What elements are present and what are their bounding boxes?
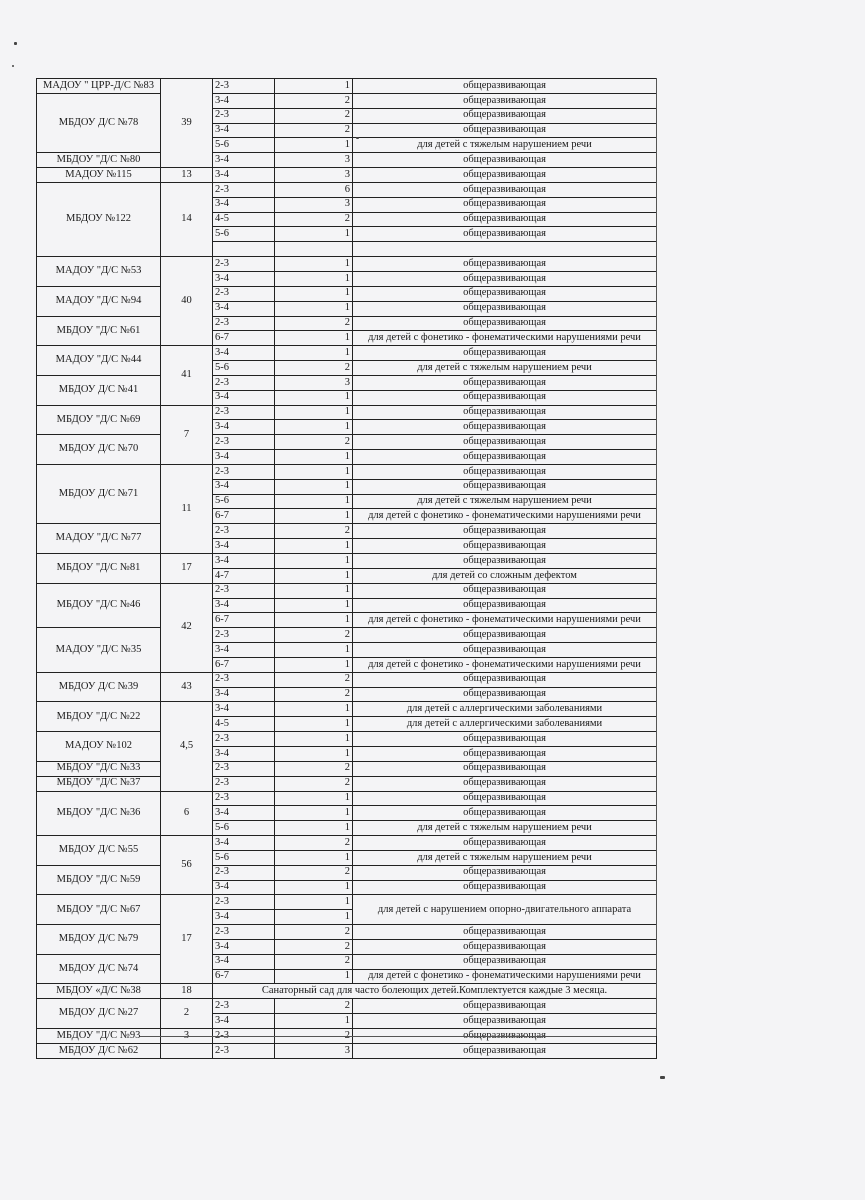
- group-count: 1: [275, 717, 353, 732]
- institution-name: МАДОУ "Д/С №35: [37, 628, 161, 673]
- group-type: для детей с нарушением опорно-двигательного аппарата: [353, 895, 657, 925]
- group-type: для детей с аллергическими заболеваниями: [353, 702, 657, 717]
- table-row: [37, 1043, 657, 1058]
- age-range: 2-3: [213, 999, 275, 1014]
- institution-name: МБДОУ "Д/С №46: [37, 583, 161, 628]
- age-range: 3-4: [213, 939, 275, 954]
- age-range: 3-4: [213, 450, 275, 465]
- group-type: общеразвивающая: [353, 93, 657, 108]
- table-row: [37, 375, 657, 390]
- table-row: [37, 925, 657, 940]
- age-range: 3-4: [213, 153, 275, 168]
- group-type: общеразвивающая: [353, 450, 657, 465]
- group-count: [275, 242, 353, 257]
- scan-speck: [356, 137, 359, 139]
- group-type: общеразвивающая: [353, 865, 657, 880]
- age-range: 5-6: [213, 227, 275, 242]
- district-number: 14: [161, 182, 213, 256]
- district-number: 13: [161, 168, 213, 183]
- institution-name: МБДОУ "Д/С №33: [37, 761, 161, 776]
- table-row: [37, 776, 657, 791]
- age-range: 5-6: [213, 821, 275, 836]
- age-range: 3-4: [213, 197, 275, 212]
- page-border-line: [656, 78, 657, 1036]
- group-type: общеразвивающая: [353, 301, 657, 316]
- district-number: 18: [161, 984, 213, 999]
- age-range: 6-7: [213, 331, 275, 346]
- group-count: 1: [275, 450, 353, 465]
- age-range: 2-3: [213, 776, 275, 791]
- age-range: 5-6: [213, 138, 275, 153]
- age-range: 2-3: [213, 865, 275, 880]
- institution-name: МАДОУ " ЦРР-Д/С №83: [37, 79, 161, 94]
- group-type: общеразвивающая: [353, 628, 657, 643]
- age-range: 3-4: [213, 93, 275, 108]
- group-count: 1: [275, 331, 353, 346]
- group-count: 2: [275, 836, 353, 851]
- group-type: общеразвивающая: [353, 346, 657, 361]
- age-range: 2-3: [213, 464, 275, 479]
- age-range: 3-4: [213, 954, 275, 969]
- institution-name: МБДОУ №122: [37, 182, 161, 256]
- group-type: общеразвивающая: [353, 672, 657, 687]
- group-count: 3: [275, 375, 353, 390]
- age-range: 3-4: [213, 880, 275, 895]
- institution-name: МБДОУ "Д/С №22: [37, 702, 161, 732]
- institution-name: МАДОУ "Д/С №44: [37, 346, 161, 376]
- district-number: 56: [161, 836, 213, 895]
- table-row: [37, 984, 657, 999]
- age-range: 3-4: [213, 420, 275, 435]
- age-range: 2-3: [213, 182, 275, 197]
- group-count: 2: [275, 925, 353, 940]
- group-count: 1: [275, 479, 353, 494]
- age-range: 2-3: [213, 732, 275, 747]
- group-type: общеразвивающая: [353, 732, 657, 747]
- group-type: общеразвивающая: [353, 776, 657, 791]
- table-row: [37, 346, 657, 361]
- district-number: [161, 1043, 213, 1058]
- institution-name: МБДОУ Д/С №74: [37, 954, 161, 984]
- group-type: общеразвивающая: [353, 954, 657, 969]
- group-type: общеразвивающая: [353, 123, 657, 138]
- table-row: [37, 895, 657, 910]
- group-type: общеразвивающая: [353, 227, 657, 242]
- age-range: 3-4: [213, 643, 275, 658]
- group-type: общеразвивающая: [353, 791, 657, 806]
- group-type: общеразвивающая: [353, 286, 657, 301]
- age-range: 3-4: [213, 539, 275, 554]
- group-count: 1: [275, 850, 353, 865]
- age-range: 3-4: [213, 554, 275, 569]
- group-type: для детей с тяжелым нарушением речи: [353, 821, 657, 836]
- group-count: 1: [275, 657, 353, 672]
- group-count: 2: [275, 93, 353, 108]
- group-count: 1: [275, 969, 353, 984]
- institution-name: МБДОУ "Д/С №69: [37, 405, 161, 435]
- age-range: 2-3: [213, 524, 275, 539]
- group-count: 3: [275, 1043, 353, 1058]
- group-type: общеразвивающая: [353, 420, 657, 435]
- group-count: 2: [275, 123, 353, 138]
- age-range: 5-6: [213, 361, 275, 376]
- age-range: 2-3: [213, 925, 275, 940]
- table-row: [37, 286, 657, 301]
- group-count: 1: [275, 895, 353, 910]
- group-count: 1: [275, 420, 353, 435]
- group-count: 1: [275, 598, 353, 613]
- group-count: 1: [275, 271, 353, 286]
- group-type: общеразвивающая: [353, 405, 657, 420]
- group-type: для детей с фонетико - фонематическими нарушениями речи: [353, 613, 657, 628]
- group-count: 1: [275, 539, 353, 554]
- age-range: 2-3: [213, 628, 275, 643]
- group-count: 1: [275, 568, 353, 583]
- district-number: 7: [161, 405, 213, 464]
- age-range: 3-4: [213, 1014, 275, 1029]
- scan-speck: [12, 65, 14, 67]
- age-range: 3-4: [213, 836, 275, 851]
- age-range: 2-3: [213, 895, 275, 910]
- table-row: [37, 583, 657, 598]
- age-range: 2-3: [213, 791, 275, 806]
- group-type: для детей с тяжелым нарушением речи: [353, 850, 657, 865]
- group-type: общеразвивающая: [353, 168, 657, 183]
- group-count: 1: [275, 227, 353, 242]
- group-count: 3: [275, 197, 353, 212]
- group-count: 1: [275, 732, 353, 747]
- group-type: общеразвивающая: [353, 479, 657, 494]
- age-range: 3-4: [213, 390, 275, 405]
- group-type: общеразвивающая: [353, 212, 657, 227]
- age-range: 5-6: [213, 850, 275, 865]
- table-row: [37, 628, 657, 643]
- group-count: 1: [275, 791, 353, 806]
- group-count: 1: [275, 613, 353, 628]
- institution-name: МБДОУ Д/С №55: [37, 836, 161, 866]
- group-type: общеразвивающая: [353, 375, 657, 390]
- table-row: [37, 316, 657, 331]
- age-range: 3-4: [213, 806, 275, 821]
- group-count: 2: [275, 865, 353, 880]
- table-row: [37, 79, 657, 94]
- group-type: для детей со сложным дефектом: [353, 568, 657, 583]
- group-type: для детей с тяжелым нарушением речи: [353, 361, 657, 376]
- institution-name: МБДОУ "Д/С №36: [37, 791, 161, 836]
- table-row: [37, 524, 657, 539]
- group-type: для детей с фонетико - фонематическими нарушениями речи: [353, 331, 657, 346]
- age-range: 3-4: [213, 746, 275, 761]
- institution-name: МАДОУ №115: [37, 168, 161, 183]
- group-count: 1: [275, 390, 353, 405]
- group-count: 2: [275, 108, 353, 123]
- group-type: [353, 242, 657, 257]
- district-number: 2: [161, 999, 213, 1029]
- age-range: 6-7: [213, 509, 275, 524]
- group-count: 1: [275, 583, 353, 598]
- group-count: 2: [275, 939, 353, 954]
- table-row: [37, 464, 657, 479]
- group-count: 3: [275, 153, 353, 168]
- group-count: 6: [275, 182, 353, 197]
- age-range: 2-3: [213, 79, 275, 94]
- group-type: общеразвивающая: [353, 880, 657, 895]
- age-range: 2-3: [213, 286, 275, 301]
- district-number: 40: [161, 257, 213, 346]
- group-type: для детей с фонетико - фонематическими нарушениями речи: [353, 509, 657, 524]
- group-type: общеразвивающая: [353, 524, 657, 539]
- group-type: общеразвивающая: [353, 554, 657, 569]
- age-range: 3-4: [213, 598, 275, 613]
- group-type: для детей с тяжелым нарушением речи: [353, 138, 657, 153]
- age-range: 3-4: [213, 271, 275, 286]
- age-range: 3-4: [213, 687, 275, 702]
- group-type: общеразвивающая: [353, 1043, 657, 1058]
- institution-name: МБДОУ "Д/С №59: [37, 865, 161, 895]
- institution-name: МБДОУ Д/С №78: [37, 93, 161, 152]
- age-range: 4-5: [213, 717, 275, 732]
- group-count: 2: [275, 761, 353, 776]
- scan-speck: [660, 1076, 665, 1079]
- group-count: 3: [275, 168, 353, 183]
- group-count: 2: [275, 361, 353, 376]
- age-range: 3-4: [213, 301, 275, 316]
- groups-table: [36, 78, 657, 1059]
- group-type: общеразвивающая: [353, 925, 657, 940]
- group-type: общеразвивающая: [353, 108, 657, 123]
- age-range: 2-3: [213, 375, 275, 390]
- group-type: общеразвивающая: [353, 79, 657, 94]
- institution-name: МБДОУ "Д/С №80: [37, 153, 161, 168]
- group-count: 1: [275, 880, 353, 895]
- district-number: 11: [161, 464, 213, 553]
- group-type: общеразвивающая: [353, 390, 657, 405]
- group-count: 1: [275, 821, 353, 836]
- institution-name: МБДОУ Д/С №79: [37, 925, 161, 955]
- age-range: [213, 242, 275, 257]
- table-row: [37, 168, 657, 183]
- group-type: общеразвивающая: [353, 806, 657, 821]
- group-count: 1: [275, 509, 353, 524]
- group-type: общеразвивающая: [353, 598, 657, 613]
- group-count: 1: [275, 910, 353, 925]
- group-count: 1: [275, 494, 353, 509]
- group-type: для детей с аллергическими заболеваниями: [353, 717, 657, 732]
- group-count: 2: [275, 687, 353, 702]
- group-count: 1: [275, 257, 353, 272]
- group-count: 2: [275, 999, 353, 1014]
- group-type: общеразвивающая: [353, 464, 657, 479]
- table-row: [37, 435, 657, 450]
- institution-name: МАДОУ "Д/С №94: [37, 286, 161, 316]
- age-range: 6-7: [213, 613, 275, 628]
- group-type: общеразвивающая: [353, 316, 657, 331]
- age-range: 2-3: [213, 316, 275, 331]
- age-range: 2-3: [213, 761, 275, 776]
- group-type: общеразвивающая: [353, 836, 657, 851]
- group-type: общеразвивающая: [353, 539, 657, 554]
- group-count: 1: [275, 702, 353, 717]
- group-count: 1: [275, 138, 353, 153]
- table-row: [37, 732, 657, 747]
- age-range: 3-4: [213, 123, 275, 138]
- group-type: общеразвивающая: [353, 153, 657, 168]
- table-row: [37, 791, 657, 806]
- institution-name: МБДОУ Д/С №70: [37, 435, 161, 465]
- group-type: общеразвивающая: [353, 999, 657, 1014]
- table-row: [37, 672, 657, 687]
- table-row: [37, 954, 657, 969]
- group-count: 1: [275, 806, 353, 821]
- group-type: общеразвивающая: [353, 939, 657, 954]
- age-range: 2-3: [213, 405, 275, 420]
- age-range: 3-4: [213, 479, 275, 494]
- age-range: 6-7: [213, 657, 275, 672]
- age-range: 2-3: [213, 1043, 275, 1058]
- district-number: 41: [161, 346, 213, 405]
- group-count: 1: [275, 464, 353, 479]
- institution-name: МБДОУ Д/С №71: [37, 464, 161, 523]
- table-row: [37, 999, 657, 1014]
- age-range: 2-3: [213, 435, 275, 450]
- district-number: 17: [161, 554, 213, 584]
- group-type: общеразвивающая: [353, 271, 657, 286]
- group-type: для детей с тяжелым нарушением речи: [353, 494, 657, 509]
- table-row: [37, 702, 657, 717]
- table-row: [37, 405, 657, 420]
- group-count: 2: [275, 672, 353, 687]
- table-row: [37, 554, 657, 569]
- group-count: 2: [275, 954, 353, 969]
- group-count: 2: [275, 316, 353, 331]
- group-count: 1: [275, 346, 353, 361]
- group-count: 1: [275, 1014, 353, 1029]
- institution-name: МБДОУ "Д/С №37: [37, 776, 161, 791]
- institution-name: МАДОУ "Д/С №53: [37, 257, 161, 287]
- institution-name: МБДОУ "Д/С №67: [37, 895, 161, 925]
- institution-name: МБДОУ "Д/С №61: [37, 316, 161, 346]
- group-type: общеразвивающая: [353, 687, 657, 702]
- age-range: 2-3: [213, 108, 275, 123]
- group-type: общеразвивающая: [353, 643, 657, 658]
- district-number: 17: [161, 895, 213, 984]
- age-range: 6-7: [213, 969, 275, 984]
- group-count: 1: [275, 301, 353, 316]
- district-number: 43: [161, 672, 213, 702]
- scan-speck: [14, 42, 17, 45]
- institution-name: МБДОУ "Д/С №93: [37, 1029, 161, 1044]
- group-type: общеразвивающая: [353, 182, 657, 197]
- group-type: общеразвивающая: [353, 257, 657, 272]
- age-range: 5-6: [213, 494, 275, 509]
- institution-name: МБДОУ Д/С №39: [37, 672, 161, 702]
- remark-text: Санаторный сад для часто болеющих детей.Комплектуется каждые 3 месяца.: [213, 984, 657, 999]
- age-range: 3-4: [213, 702, 275, 717]
- district-number: 6: [161, 791, 213, 836]
- group-count: 2: [275, 435, 353, 450]
- age-range: 2-3: [213, 257, 275, 272]
- group-type: общеразвивающая: [353, 583, 657, 598]
- age-range: 2-3: [213, 672, 275, 687]
- institution-name: МБДОУ "Д/С №81: [37, 554, 161, 584]
- age-range: 3-4: [213, 910, 275, 925]
- institution-name: МБДОУ Д/С №41: [37, 375, 161, 405]
- institution-name: МАДОУ "Д/С №77: [37, 524, 161, 554]
- age-range: 3-4: [213, 346, 275, 361]
- institution-name: МБДОУ «Д/С №38: [37, 984, 161, 999]
- page-border-line: [140, 1036, 656, 1037]
- table-row: [37, 182, 657, 197]
- table-row: [37, 257, 657, 272]
- group-count: 2: [275, 212, 353, 227]
- group-type: для детей с фонетико - фонематическими нарушениями речи: [353, 969, 657, 984]
- institution-name: МАДОУ №102: [37, 732, 161, 762]
- group-count: 2: [275, 776, 353, 791]
- group-type: для детей с фонетико - фонематическими нарушениями речи: [353, 657, 657, 672]
- age-range: 4-7: [213, 568, 275, 583]
- group-type: общеразвивающая: [353, 197, 657, 212]
- group-count: 1: [275, 746, 353, 761]
- group-count: 1: [275, 286, 353, 301]
- district-number: 4,5: [161, 702, 213, 791]
- group-type: общеразвивающая: [353, 761, 657, 776]
- institution-name: МБДОУ Д/С №27: [37, 999, 161, 1029]
- group-type: общеразвивающая: [353, 746, 657, 761]
- table-row: [37, 865, 657, 880]
- age-range: 3-4: [213, 168, 275, 183]
- group-count: 1: [275, 405, 353, 420]
- table-row: [37, 761, 657, 776]
- age-range: 4-5: [213, 212, 275, 227]
- group-count: 2: [275, 524, 353, 539]
- district-number: 42: [161, 583, 213, 672]
- group-count: 1: [275, 554, 353, 569]
- group-count: 1: [275, 79, 353, 94]
- group-type: общеразвивающая: [353, 435, 657, 450]
- district-number: 39: [161, 79, 213, 168]
- age-range: 2-3: [213, 583, 275, 598]
- group-count: 2: [275, 628, 353, 643]
- institution-name: МБДОУ Д/С №62: [37, 1043, 161, 1058]
- group-type: общеразвивающая: [353, 1014, 657, 1029]
- group-count: 1: [275, 643, 353, 658]
- table-row: [37, 836, 657, 851]
- table-row: [37, 153, 657, 168]
- table-row: [37, 93, 657, 108]
